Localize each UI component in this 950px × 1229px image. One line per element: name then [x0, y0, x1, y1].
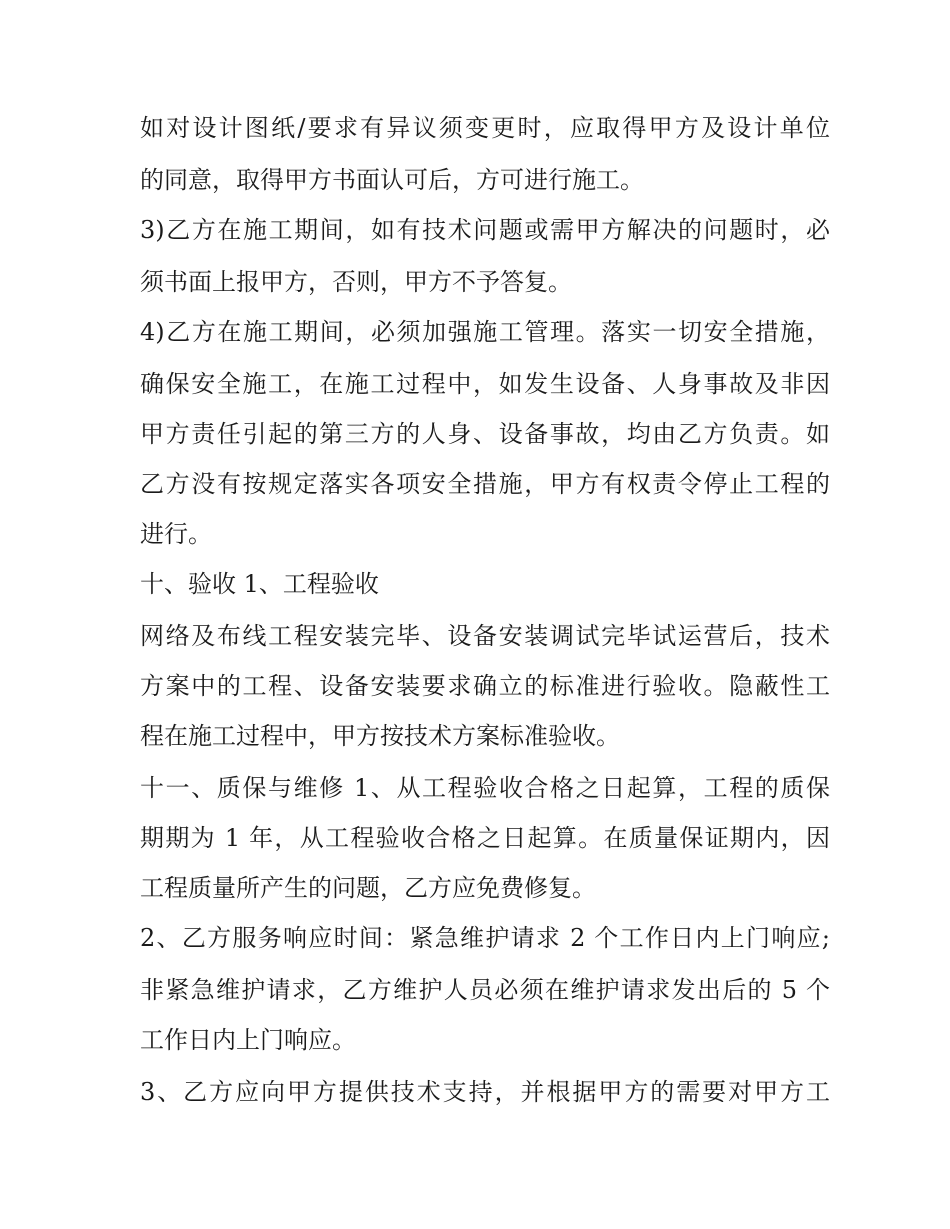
text-line: 网络及布线工程安装完毕、设备安装调试完毕试运营后，技术 [140, 622, 830, 650]
text-line: 程在施工过程中，甲方按技术方案标准验收。 [140, 722, 620, 750]
text-line: 的同意，取得甲方书面认可后，方可进行施工。 [140, 166, 644, 194]
text-line: 工作日内上门响应。 [140, 1026, 356, 1054]
section-heading: 十、验收 1、工程验收 [140, 570, 379, 598]
text-line: 2、乙方服务响应时间：紧急维护请求 2 个工作日内上门响应; [140, 924, 830, 952]
text-line: 乙方没有按规定落实各项安全措施，甲方有权责令停止工程的 [140, 470, 830, 498]
section-heading: 十一、质保与维修 1、从工程验收合格之日起算，工程的质保 [140, 774, 830, 802]
text-line: 工程质量所产生的问题，乙方应免费修复。 [140, 874, 596, 902]
text-line: 3、乙方应向甲方提供技术支持，并根据甲方的需要对甲方工 [140, 1078, 830, 1106]
text-line: 甲方责任引起的第三方的人身、设备事故，均由乙方负责。如 [140, 420, 830, 448]
text-line: 4)乙方在施工期间，必须加强施工管理。落实一切安全措施， [140, 318, 830, 346]
text-line: 非紧急维护请求，乙方维护人员必须在维护请求发出后的 5 个 [140, 976, 830, 1004]
text-line: 3)乙方在施工期间，如有技术问题或需甲方解决的问题时，必 [140, 216, 830, 244]
text-line: 期期为 1 年，从工程验收合格之日起算。在质量保证期内，因 [140, 824, 830, 852]
text-line: 确保安全施工，在施工过程中，如发生设备、人身事故及非因 [140, 370, 830, 398]
text-line: 进行。 [140, 520, 212, 548]
text-line: 如对设计图纸/要求有异议须变更时，应取得甲方及设计单位 [140, 114, 830, 142]
text-line: 方案中的工程、设备安装要求确立的标准进行验收。隐蔽性工 [140, 672, 830, 700]
text-line: 须书面上报甲方，否则，甲方不予答复。 [140, 268, 572, 296]
